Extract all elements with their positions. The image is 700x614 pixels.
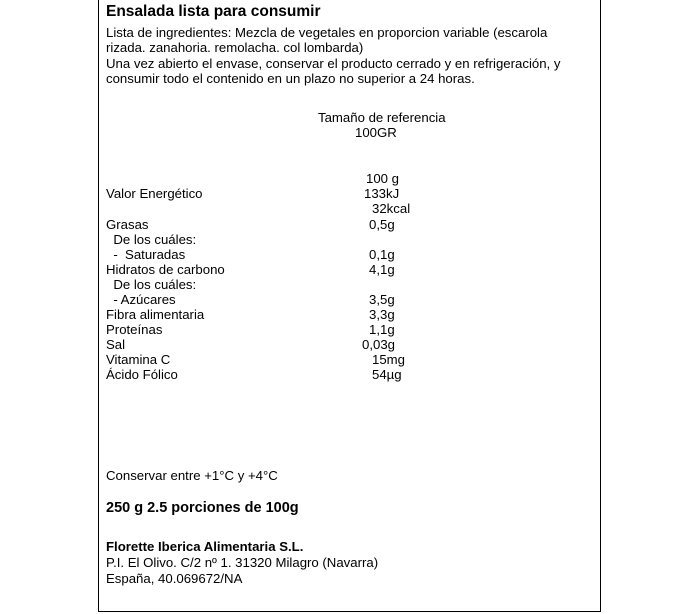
nutrient-label: - Saturadas [106,247,186,262]
country-code: España, 40.069672/NA [106,571,243,586]
nutrient-value: 32kcal [372,201,411,216]
nutrient-value: 1,1g [369,322,395,337]
nutrient-value: 54µg [372,367,402,382]
nutrient-label: Hidratos de carbono [106,262,225,277]
nutrient-value: 0,03g [362,337,396,352]
nutrient-label: Proteínas [106,322,163,337]
nutrient-value: 0,1g [369,247,395,262]
nutrient-value: 15mg [372,352,405,367]
reference-size-label: Tamaño de referencia [318,110,446,125]
nutrient-value: 3,5g [369,292,395,307]
company-name: Florette Iberica Alimentaria S.L. [106,539,304,554]
ingredients-line-1: Lista de ingredientes: Mezcla de vegetales en proporcion variable (escarola [106,25,548,40]
conservation-note: Conservar entre +1°C y +4°C [106,468,278,483]
storage-line-2: consumir todo el contenido en un plazo no superior a 24 horas. [106,71,475,86]
nutrient-value: 133kJ [364,186,400,201]
nutrient-label: Valor Energético [106,186,203,201]
nutrient-value: 0,5g [369,217,395,232]
nutrient-label: Sal [106,337,126,352]
nutrient-label: - Azúcares [106,292,176,307]
nutrient-label: Ácido Fólico [106,367,178,382]
company-address: P.I. El Olivo. C/2 nº 1. 31320 Milagro (Navarra) [106,555,379,570]
reference-size-value: 100GR [355,125,397,140]
nutrient-value: 3,3g [369,307,395,322]
nutrition-column-header: 100 g [366,171,400,186]
portion-info: 250 g 2.5 porciones de 100g [106,500,299,516]
product-title: Ensalada lista para consumir [106,3,321,20]
nutrient-label: Vitamina C [106,352,171,367]
nutrient-label: Grasas [106,217,149,232]
nutrient-sublabel: De los cuáles: [106,277,197,292]
storage-line-1: Una vez abierto el envase, conservar el producto cerrado y en refrigeración, y [106,56,561,71]
nutrient-sublabel: De los cuáles: [106,232,197,247]
nutrient-label: Fibra alimentaria [106,307,205,322]
nutrient-value: 4,1g [369,262,395,277]
ingredients-line-2: rizada. zanahoria. remolacha. col lombarda) [106,40,364,55]
